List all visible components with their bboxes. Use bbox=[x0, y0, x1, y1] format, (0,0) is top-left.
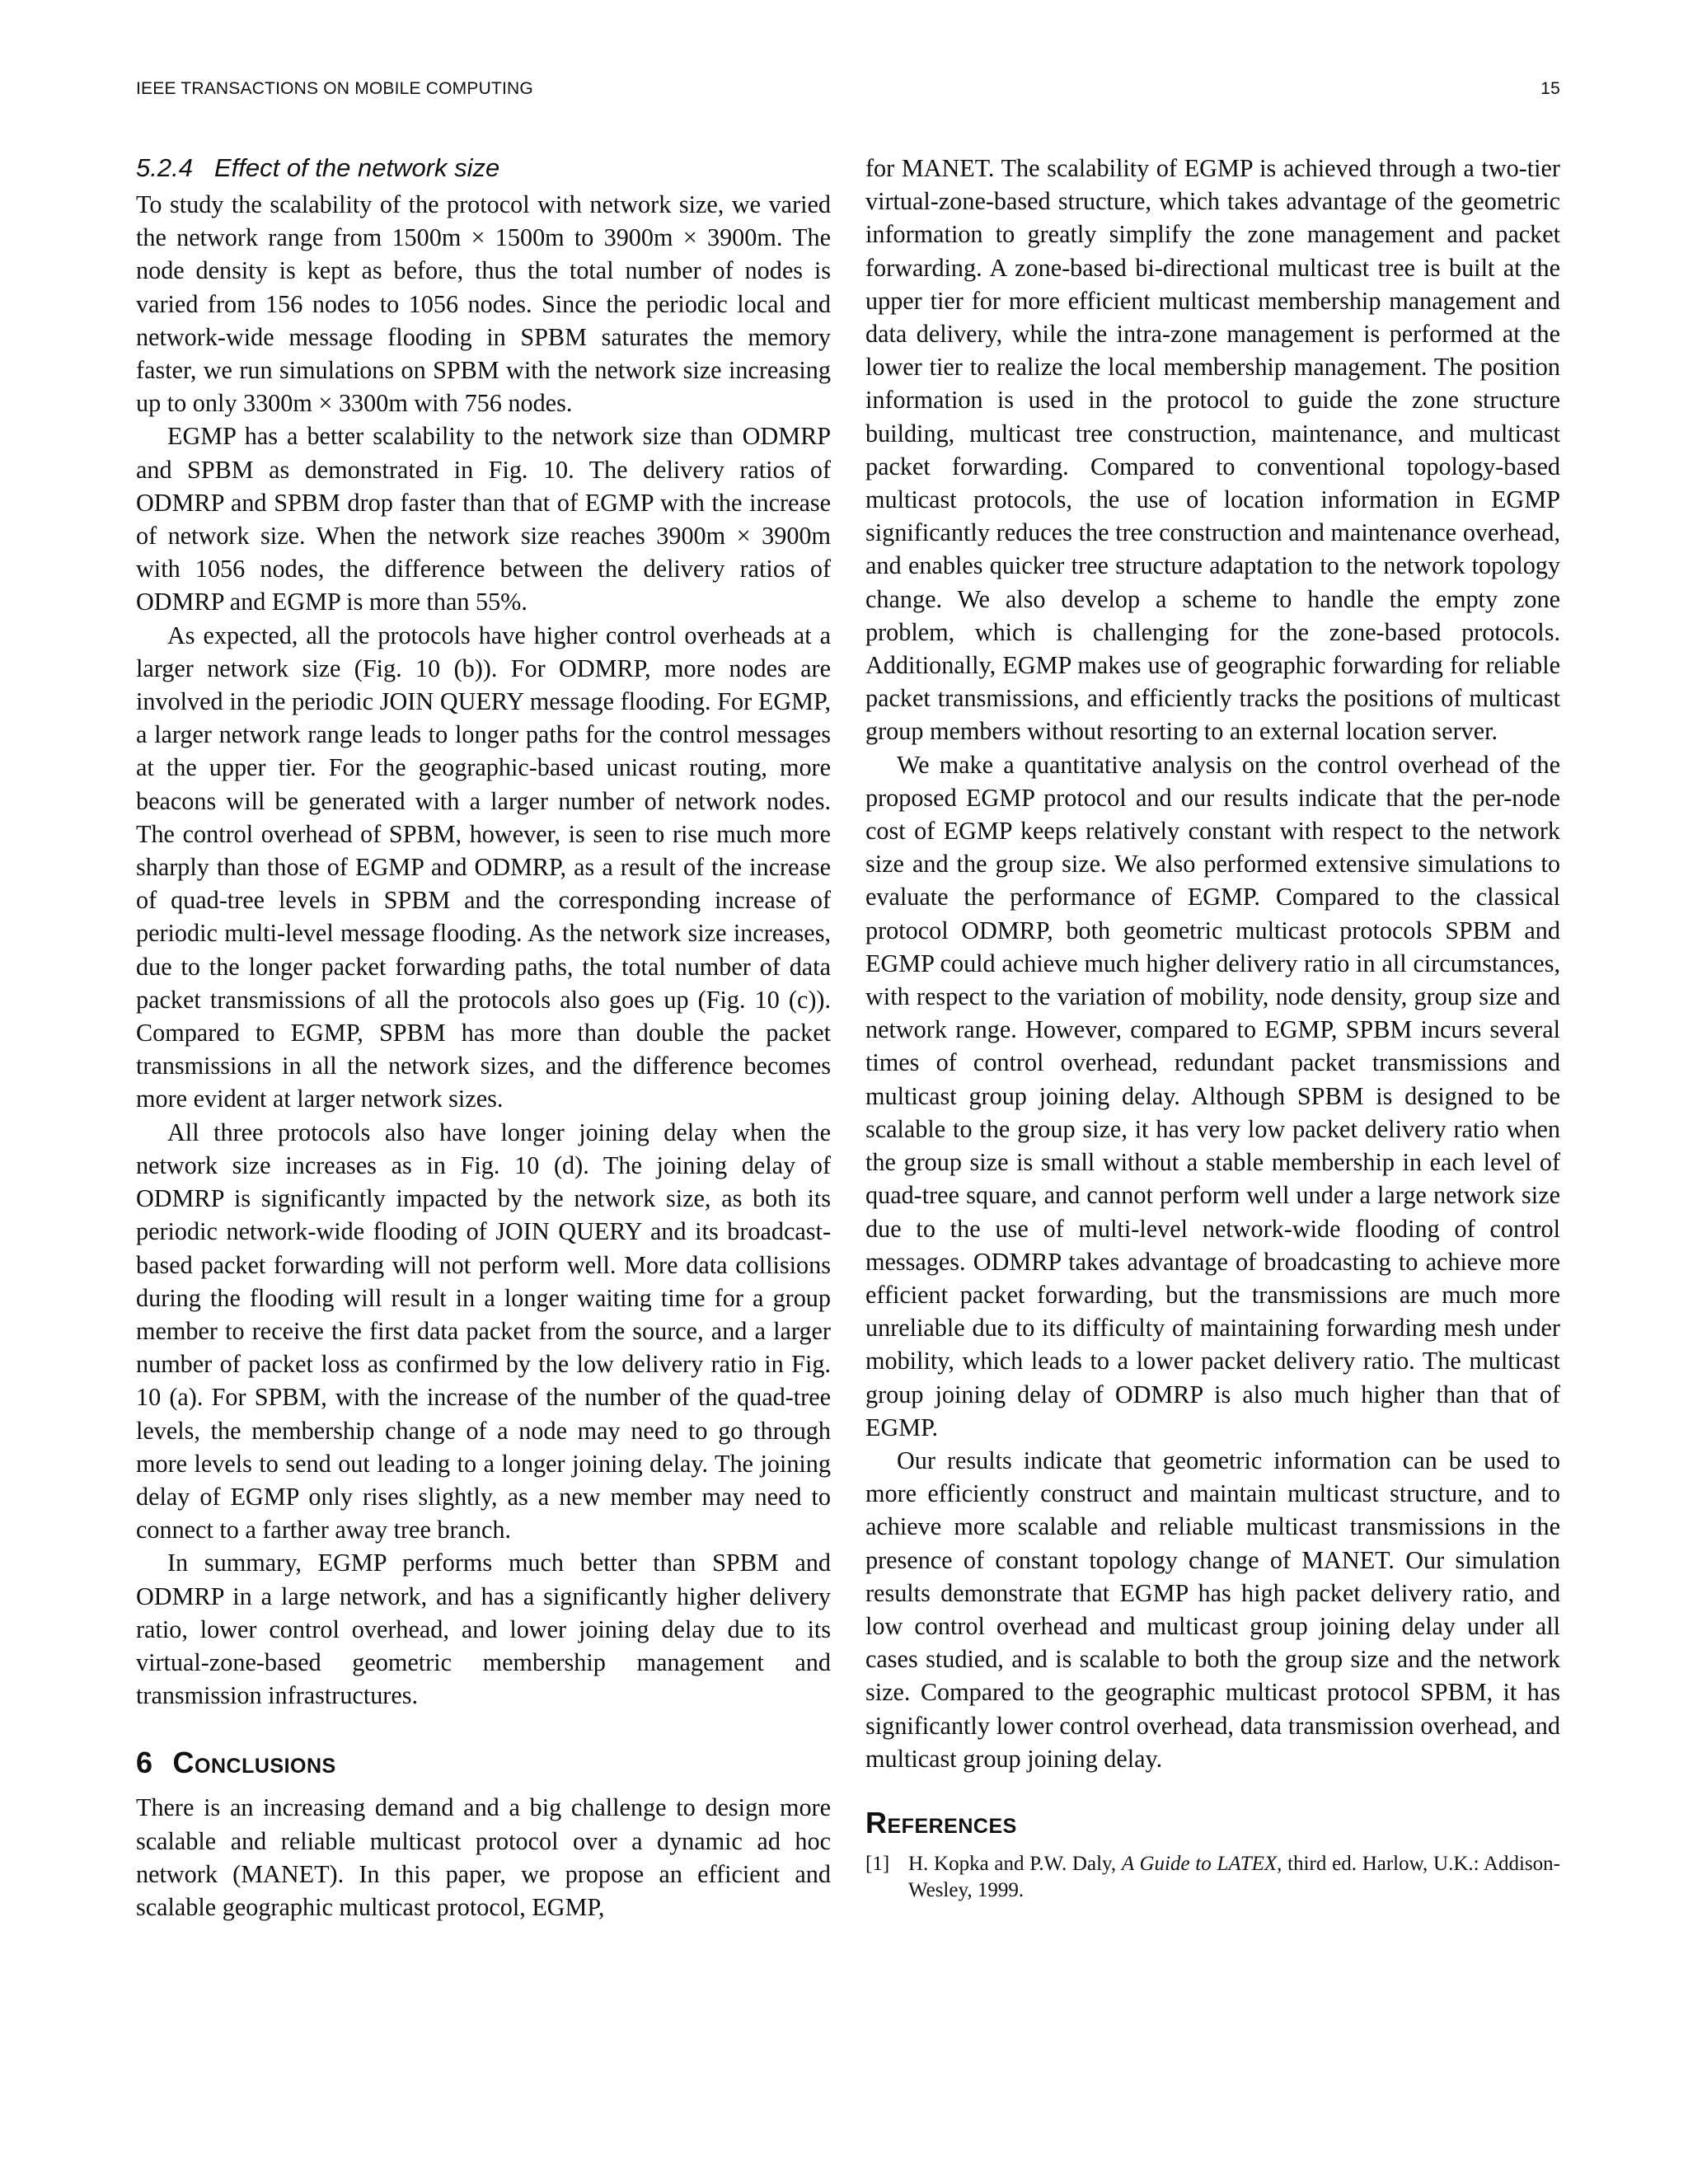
reference-label: [1] bbox=[865, 1852, 890, 1875]
paragraph: All three protocols also have longer joining delay when the network size increases as in Fig. 10 (d). The joining delay of ODMRP is significantly impacted by the network size, as both its periodic network-wide flooding of JOIN QUERY and its broadcast-based packet forwarding will not perform well. More data collisions during the flooding will result in a longer waiting time for a group member to receive the first data packet from the source, and a larger number of packet loss as confirmed by the low delivery ratio in Fig. 10 (a). For SPBM, with the increase of the number of the quad-tree levels, the membership change of a node may need to go through more levels to send out leading to a longer joining delay. The joining delay of EGMP only rises slightly, as a new member may need to connect to a farther away tree branch. bbox=[136, 1118, 831, 1544]
paragraph: Our results indicate that geometric information can be used to more efficiently construct and maintain multicast structure, and to achieve more scalable and reliable multicast transmissions in the presence of constant topology change of MANET. Our simulation results demonstrate that EGMP has high packet delivery ratio, and low control overhead and multicast group joining delay under all cases studied, and is scalable to both the group size and the network size. Compared to the geographic multicast protocol SPBM, it has significantly lower control overhead, data transmission overhead, and multicast group joining delay. bbox=[865, 1446, 1560, 1773]
reference-title: A Guide to LATEX bbox=[1121, 1852, 1278, 1875]
reference-authors: H. Kopka and P.W. Daly, bbox=[908, 1852, 1117, 1875]
section-title: Conclusions bbox=[172, 1746, 336, 1780]
page-number: 15 bbox=[1540, 79, 1560, 98]
reference-item bbox=[865, 1851, 1560, 1904]
paragraph: In summary, EGMP performs much better than SPBM and ODMRP in a large network, and has a significantly higher delivery ratio, lower control overhead, and lower joining delay due to its virtual-zone-based geometric membership management and transmission infrastructures. bbox=[136, 1549, 831, 1710]
references-heading: References bbox=[865, 1805, 1017, 1840]
paragraph: To study the scalability of the protocol with network size, we varied the network range from 1500m × 1500m to 3900m × 3900m. The node density is kept as before, thus the total number of nodes is varied from 156 nodes to 1056 nodes. Since the periodic local and network-wide message flooding in SPBM saturates the memory faster, we run simulations on SPBM with the network size increasing up to only 3300m × 3300m with 756 nodes. bbox=[136, 190, 831, 418]
subsection-number: 5.2.4 bbox=[136, 153, 193, 182]
paragraph: for MANET. The scalability of EGMP is achieved through a two-tier virtual-zone-based structure, which takes advantage of the geometric information to greatly simplify the zone management and packet forwarding. A zone-based bi-directional multicast tree is built at the upper tier for more efficient multicast membership management and data delivery, while the intra-zone management is performed at the lower tier to realize the local membership management. The position information is used in the protocol to guide the zone structure building, multicast tree construction, maintenance, and multicast packet forwarding. Compared to conventional topology-based multicast protocols, the use of location information in EGMP significantly reduces the tree construction and maintenance overhead, and enables quicker tree structure adaptation to the network topology change. We also develop a scheme to handle the empty zone problem, which is challenging for the zone-based protocols. Additionally, EGMP makes use of geographic forwarding for reliable packet transmissions, and efficiently tracks the positions of multicast group members without resorting to an external location server. bbox=[865, 154, 1560, 746]
subsection-heading bbox=[136, 152, 831, 185]
paragraph: As expected, all the protocols have higher control overheads at a larger network size (Fig. 10 (b)). For ODMRP, more nodes are involved in the periodic JOIN QUERY message flooding. For EGMP, a larger network range leads to longer paths for the control messages at the upper tier. For the geographic-based unicast routing, more beacons will be generated with a larger number of network nodes. The control overhead of SPBM, however, is seen to rise much more sharply than those of EGMP and ODMRP, as a result of the increase of quad-tree levels in SPBM and the corresponding increase of periodic multi-level message flooding. As the network size increases, due to the longer packet forwarding paths, the total number of data packet transmissions of all the protocols also goes up (Fig. 10 (c)). Compared to EGMP, SPBM has more than double the packet transmissions in all the network sizes, and the difference becomes more evident at larger network sizes. bbox=[136, 621, 831, 1113]
paragraph: We make a quantitative analysis on the control overhead of the proposed EGMP protocol and our results indicate that the per-node cost of EGMP keeps relatively constant with respect to the network size and the group size. We also performed extensive simulations to evaluate the performance of EGMP. Compared to the classical protocol ODMRP, both geometric multicast protocols SPBM and EGMP could achieve much higher delivery ratio in all circumstances, with respect to the variation of mobility, node density, group size and network range. However, compared to EGMP, SPBM incurs several times of control overhead, redundant packet transmissions and multicast group joining delay. Although SPBM is designed to be scalable to the group size, it has very low packet delivery ratio when the group size is small without a stable membership in each level of quad-tree square, and cannot perform well under a large network size due to the use of multi-level network-wide flooding of control messages. ODMRP takes advantage of broadcasting to achieve more efficient packet forwarding, but the transmissions are much more unreliable due to its difficulty of maintaining forwarding mesh under mobility, which leads to a lower packet delivery ratio. The multicast group joining delay of ODMRP is also much higher than that of EGMP. bbox=[865, 750, 1560, 1441]
reference-details: , third ed. Harlow, U.K.: Addison-Wesley, 1999. bbox=[908, 1852, 1560, 1901]
left-column bbox=[136, 152, 831, 1924]
subsection-title: Effect of the network size bbox=[213, 153, 500, 182]
right-column bbox=[865, 152, 1560, 1904]
journal-name: IEEE TRANSACTIONS ON MOBILE COMPUTING bbox=[136, 79, 533, 98]
paragraph: EGMP has a better scalability to the network size than ODMRP and SPBM as demonstrated in Fig. 10. The delivery ratios of ODMRP and SPBM drop faster than that of EGMP with the increase of network size. When the network size reaches 3900m × 3900m with 1056 nodes, the difference between the delivery ratios of ODMRP and EGMP is more than 55%. bbox=[136, 422, 831, 616]
paragraph: There is an increasing demand and a big challenge to design more scalable and reliable multicast protocol over a dynamic ad hoc network (MANET). In this paper, we propose an efficient and scalable geographic multicast protocol, EGMP, bbox=[136, 1793, 831, 1921]
section-number: 6 bbox=[136, 1746, 153, 1780]
running-header bbox=[136, 79, 1560, 104]
section-heading bbox=[136, 1745, 831, 1781]
